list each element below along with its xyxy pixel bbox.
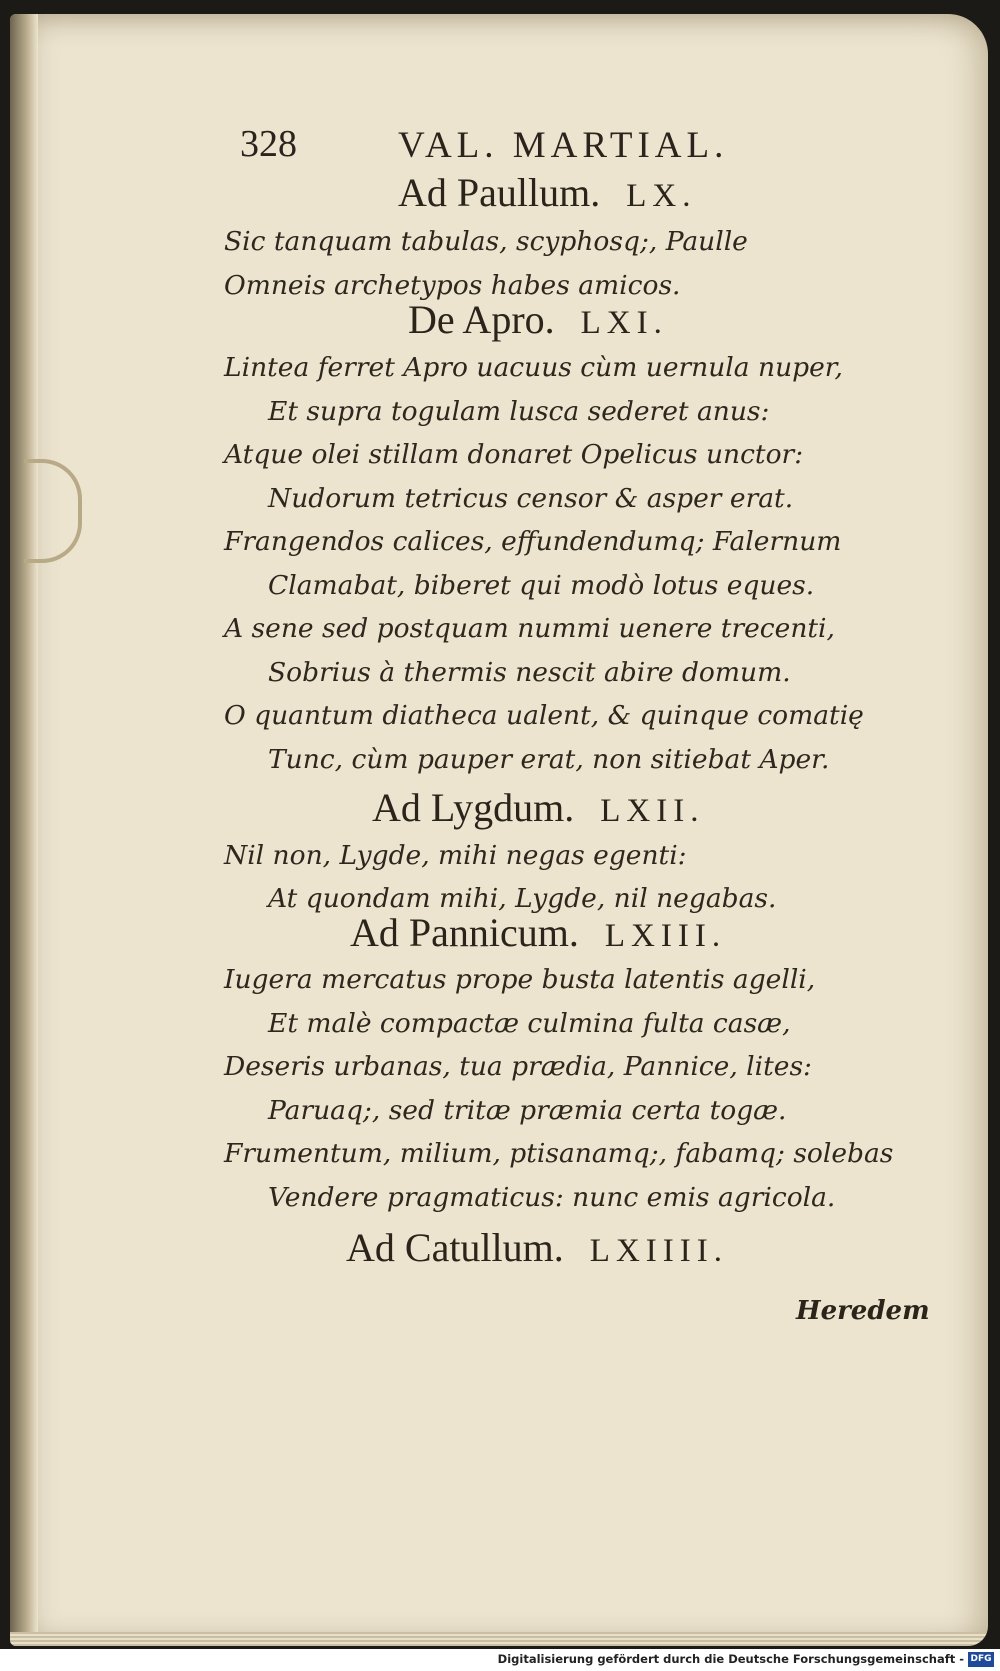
funding-credit: Digitalisierung gefördert durch die Deutsche Forschungsgemeinschaft - [497, 1652, 964, 1666]
book-page [10, 14, 988, 1646]
running-head [240, 122, 800, 172]
poem-title [350, 909, 726, 956]
poem-title [346, 1224, 728, 1271]
verse-line: Nudorum tetricus censor & asper erat. [268, 483, 794, 514]
running-title: VAL. MARTIAL. [398, 125, 729, 166]
verse-line: Vendere pragmaticus: nunc emis agricola. [268, 1182, 836, 1213]
verse-line: Et supra togulam lusca sederet anus: [268, 396, 770, 427]
verse-line: Lintea ferret Apro uacuus cùm uernula nuper, [224, 352, 843, 383]
poem-title [372, 784, 704, 831]
verse-line: Sic tanquam tabulas, scyphosq;, Paulle [224, 226, 748, 257]
verse-line: Tunc, cùm pauper erat, non sitiebat Aper. [268, 744, 830, 775]
page-edge [10, 1632, 988, 1646]
poem-numeral: LXI. [580, 305, 668, 341]
verse-line: Atque olei stillam donaret Opelicus unctor: [224, 439, 804, 470]
poem-title [398, 169, 696, 216]
poem-numeral: LXII. [600, 793, 705, 829]
verse-line: Paruaq;, sed tritæ præmia certa togæ. [268, 1095, 787, 1126]
poem-title-text: Ad Pannicum. [350, 910, 579, 955]
verse-line: A sene sed postquam nummi uenere trecenti, [224, 613, 835, 644]
verse-line: Iugera mercatus prope busta latentis agelli, [224, 964, 816, 995]
poem-numeral: LXIII. [604, 918, 727, 954]
verse-line: O quantum diatheca ualent, & quinque comatię [224, 700, 864, 731]
poem-title-text: De Apro. [408, 297, 555, 342]
page-number: 328 [240, 123, 297, 165]
verse-line: Et malè compactæ culmina fulta casæ, [268, 1008, 791, 1039]
clasp-strap [24, 459, 82, 563]
poem-title [408, 296, 668, 343]
poem-title-text: Ad Paullum. [398, 170, 601, 215]
poem-title-text: Ad Catullum. [346, 1225, 564, 1270]
verse-line: At quondam mihi, Lygde, nil negabas. [268, 883, 777, 914]
poem-numeral: LXIIII. [589, 1233, 728, 1269]
verse-line: Frumentum, milium, ptisanamq;, fabamq; solebas [224, 1138, 894, 1169]
verse-line: Frangendos calices, effundendumq; Falernum [224, 526, 842, 557]
verse-line: Sobrius à thermis nescit abire domum. [268, 657, 791, 688]
poem-title-text: Ad Lygdum. [372, 785, 575, 830]
binding-gutter [10, 14, 38, 1646]
catchword: Heredem [796, 1296, 930, 1326]
verse-line: Omneis archetypos habes amicos. [224, 270, 681, 301]
verse-line: Nil non, Lygde, mihi negas egenti: [224, 840, 687, 871]
credit-bar [0, 1649, 1000, 1671]
verse-line: Clamabat, biberet qui modò lotus eques. [268, 570, 815, 601]
verse-line: Deseris urbanas, tua prædia, Pannice, lites: [224, 1051, 812, 1082]
dfg-logo-icon: DFG [968, 1652, 994, 1667]
poem-numeral: LX. [626, 178, 697, 214]
